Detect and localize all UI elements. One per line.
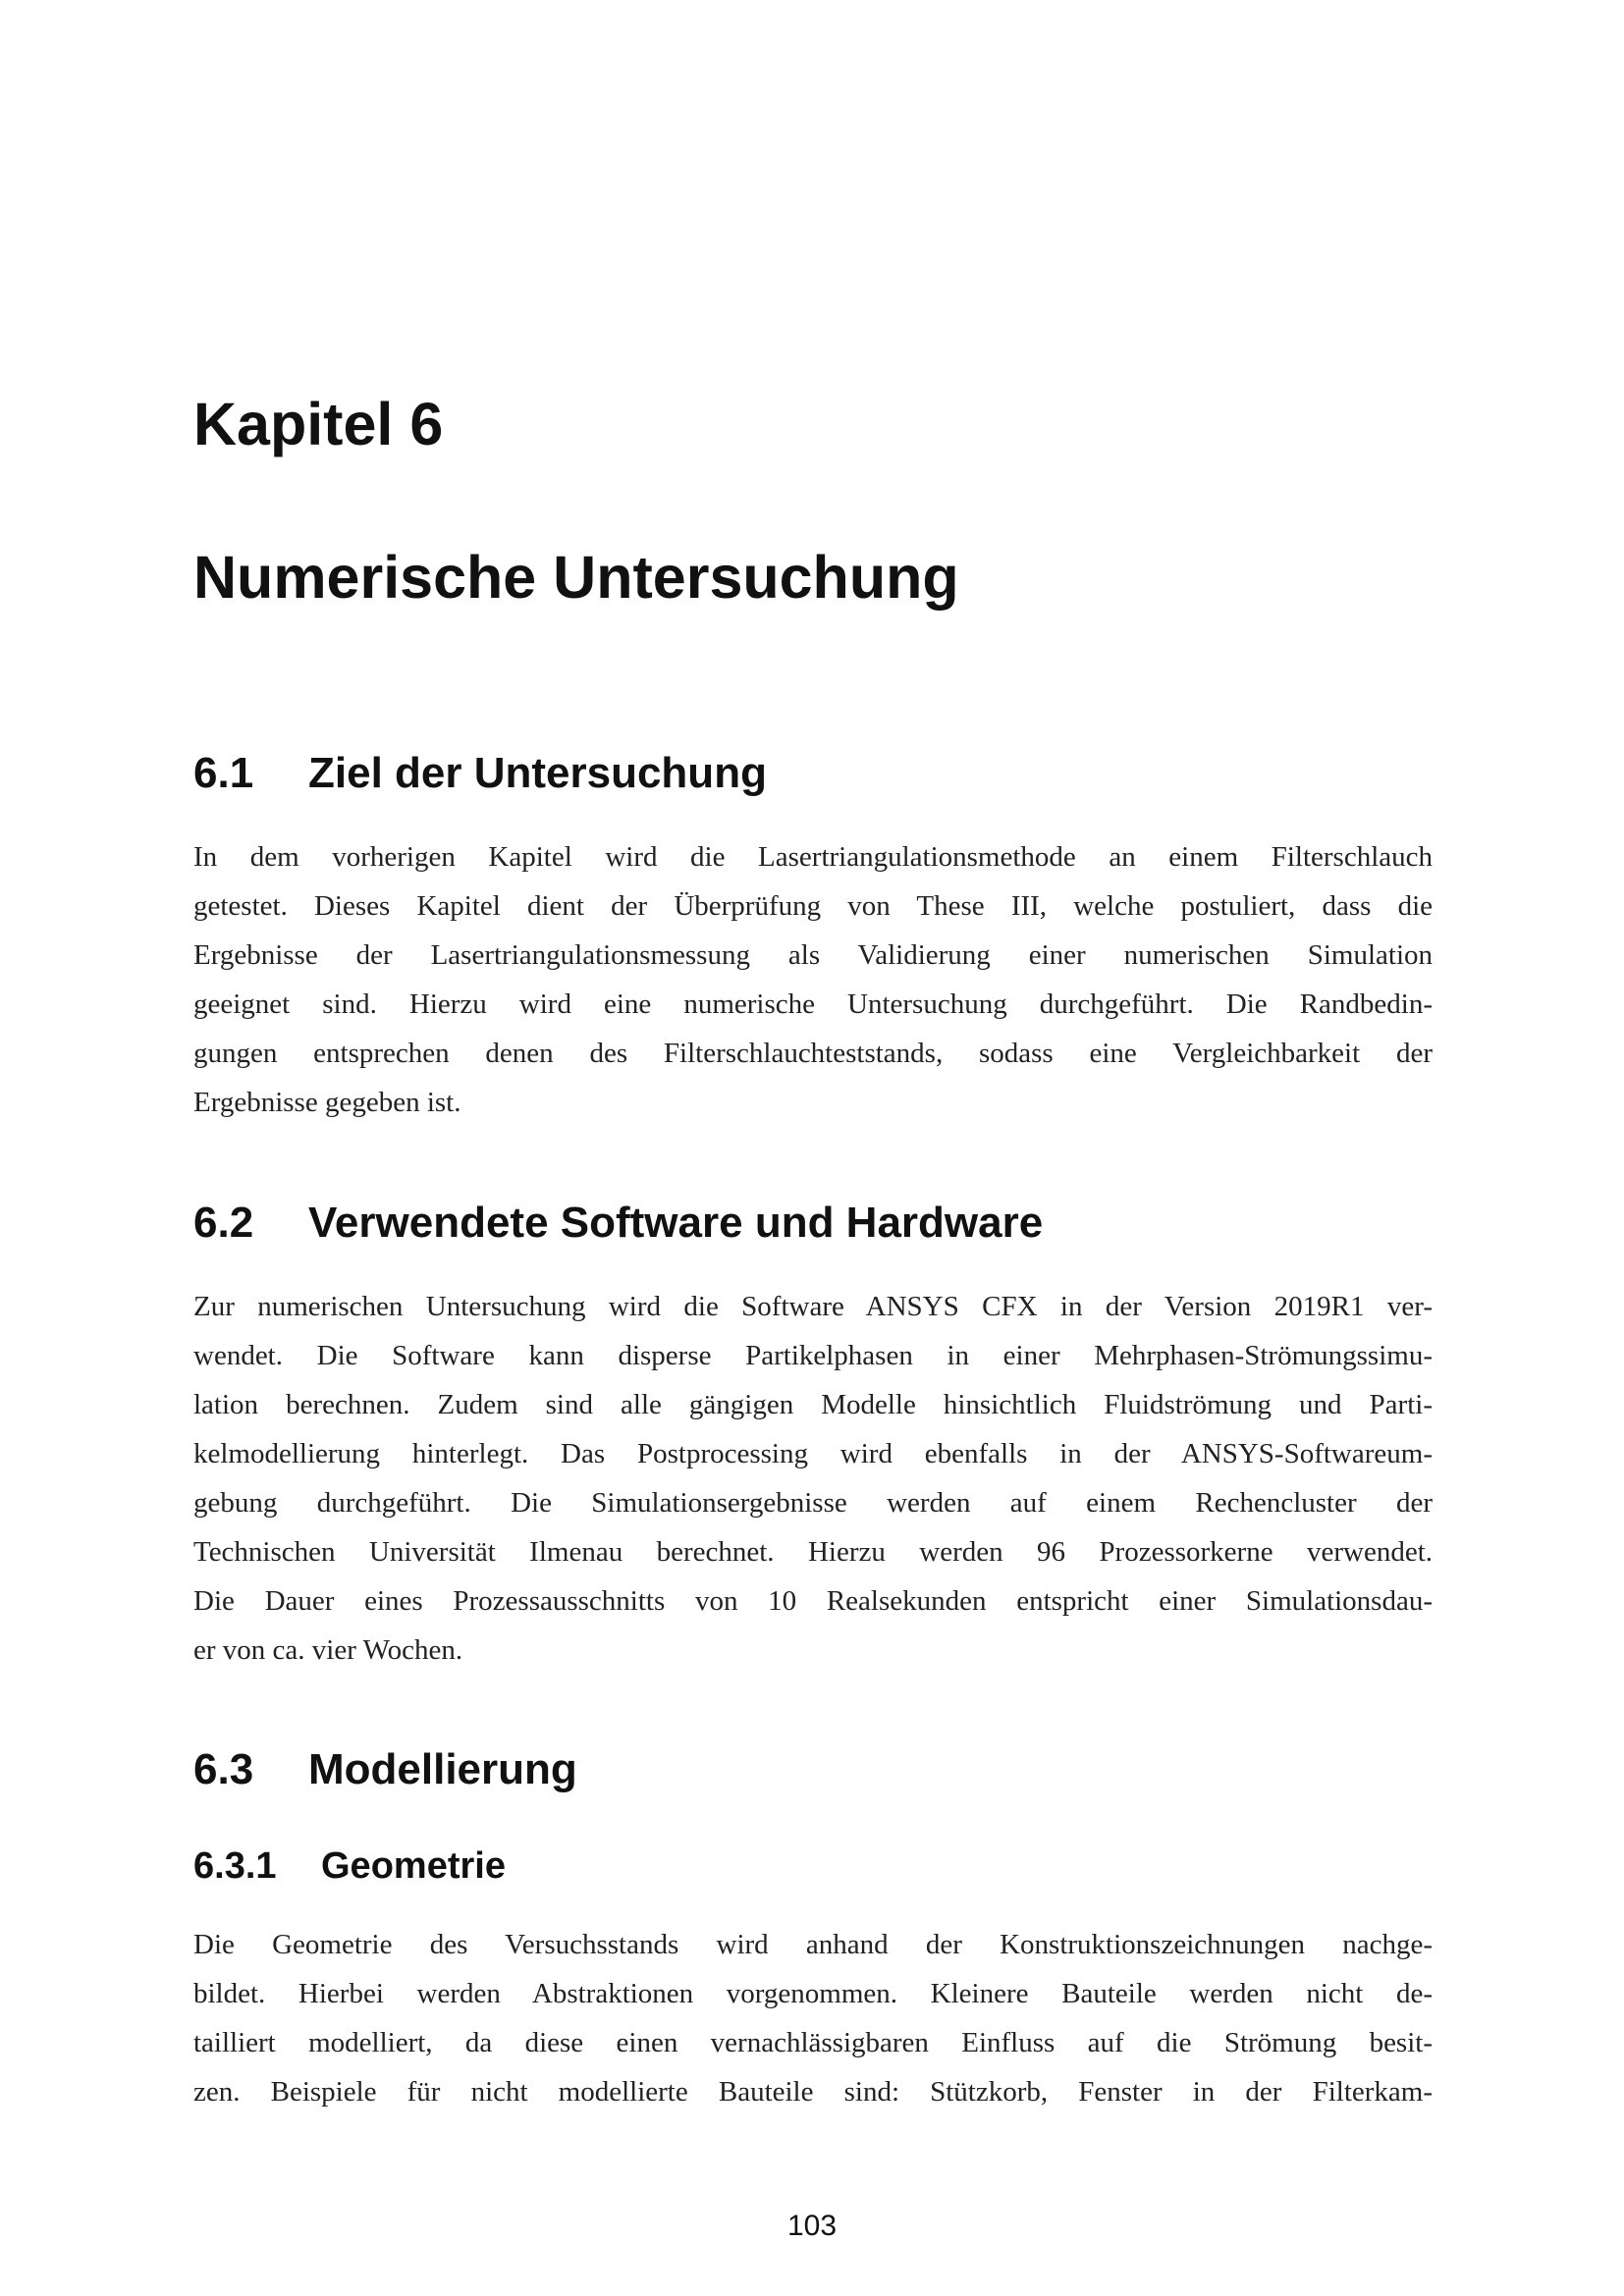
chapter-title: Numerische Untersuchung xyxy=(193,544,959,611)
section-number: 6.2 xyxy=(193,1199,254,1247)
section-heading-6-2 xyxy=(193,1196,1043,1251)
text-line: In dem vorherigen Kapitel wird die Lasertriangulationsmethode an einem Filterschlauch xyxy=(193,841,1433,873)
subsection-title: Geometrie xyxy=(321,1845,506,1887)
text-line: gebung durchgeführt. Die Simulationsergebnisse werden auf einem Rechencluster der xyxy=(193,1487,1433,1519)
page-number: 103 xyxy=(786,2210,838,2242)
text-line: Ergebnisse der Lasertriangulationsmessung als Validierung einer numerischen Simulation xyxy=(193,939,1433,971)
text-line: geeignet sind. Hierzu wird eine numerische Untersuchung durchgeführt. Die Randbedin- xyxy=(193,988,1433,1020)
text-line: wendet. Die Software kann disperse Partikelphasen in einer Mehrphasen-Strömungssimu- xyxy=(193,1340,1433,1371)
text-line: gungen entsprechen denen des Filterschlauchteststands, sodass eine Vergleichbarkeit der xyxy=(193,1038,1433,1069)
text-line: er von ca. vier Wochen. xyxy=(193,1634,463,1666)
text-line: Zur numerischen Untersuchung wird die Software ANSYS CFX in der Version 2019R1 ver- xyxy=(193,1291,1433,1322)
section-heading-6-1 xyxy=(193,746,767,801)
subsection-heading-6-3-1 xyxy=(193,1842,506,1890)
text-line: zen. Beispiele für nicht modellierte Bauteile sind: Stützkorb, Fenster in der Filterkam- xyxy=(193,2076,1433,2108)
section-number: 6.3 xyxy=(193,1745,254,1793)
section-title: Modellierung xyxy=(308,1745,577,1793)
text-line: Die Dauer eines Prozessausschnitts von 10 Realsekunden entspricht einer Simulationsdau- xyxy=(193,1585,1433,1617)
text-line: bildet. Hierbei werden Abstraktionen vorgenommen. Kleinere Bauteile werden nicht de- xyxy=(193,1978,1433,2009)
text-line: kelmodellierung hinterlegt. Das Postprocessing wird ebenfalls in der ANSYS-Softwareum- xyxy=(193,1438,1433,1469)
section-title: Ziel der Untersuchung xyxy=(308,749,767,797)
text-line: Technischen Universität Ilmenau berechnet. Hierzu werden 96 Prozessorkerne verwendet. xyxy=(193,1536,1433,1568)
text-line: getestet. Dieses Kapitel dient der Überprüfung von These III, welche postuliert, dass die xyxy=(193,890,1433,922)
chapter-label: Kapitel 6 xyxy=(193,391,444,457)
text-line: lation berechnen. Zudem sind alle gängigen Modelle hinsichtlich Fluidströmung und Parti- xyxy=(193,1389,1433,1420)
subsection-number: 6.3.1 xyxy=(193,1845,277,1887)
text-line: Die Geometrie des Versuchsstands wird anhand der Konstruktionszeichnungen nachge- xyxy=(193,1929,1433,1960)
text-line: tailliert modelliert, da diese einen vernachlässigbaren Einfluss auf die Strömung besit- xyxy=(193,2027,1433,2058)
paragraph-geometrie xyxy=(193,1920,1433,2116)
section-heading-6-3 xyxy=(193,1742,577,1797)
paragraph-software xyxy=(193,1282,1433,1675)
section-number: 6.1 xyxy=(193,749,254,797)
text-line: Ergebnisse gegeben ist. xyxy=(193,1087,461,1118)
paragraph-ziel xyxy=(193,832,1433,1127)
section-title: Verwendete Software und Hardware xyxy=(308,1199,1044,1247)
